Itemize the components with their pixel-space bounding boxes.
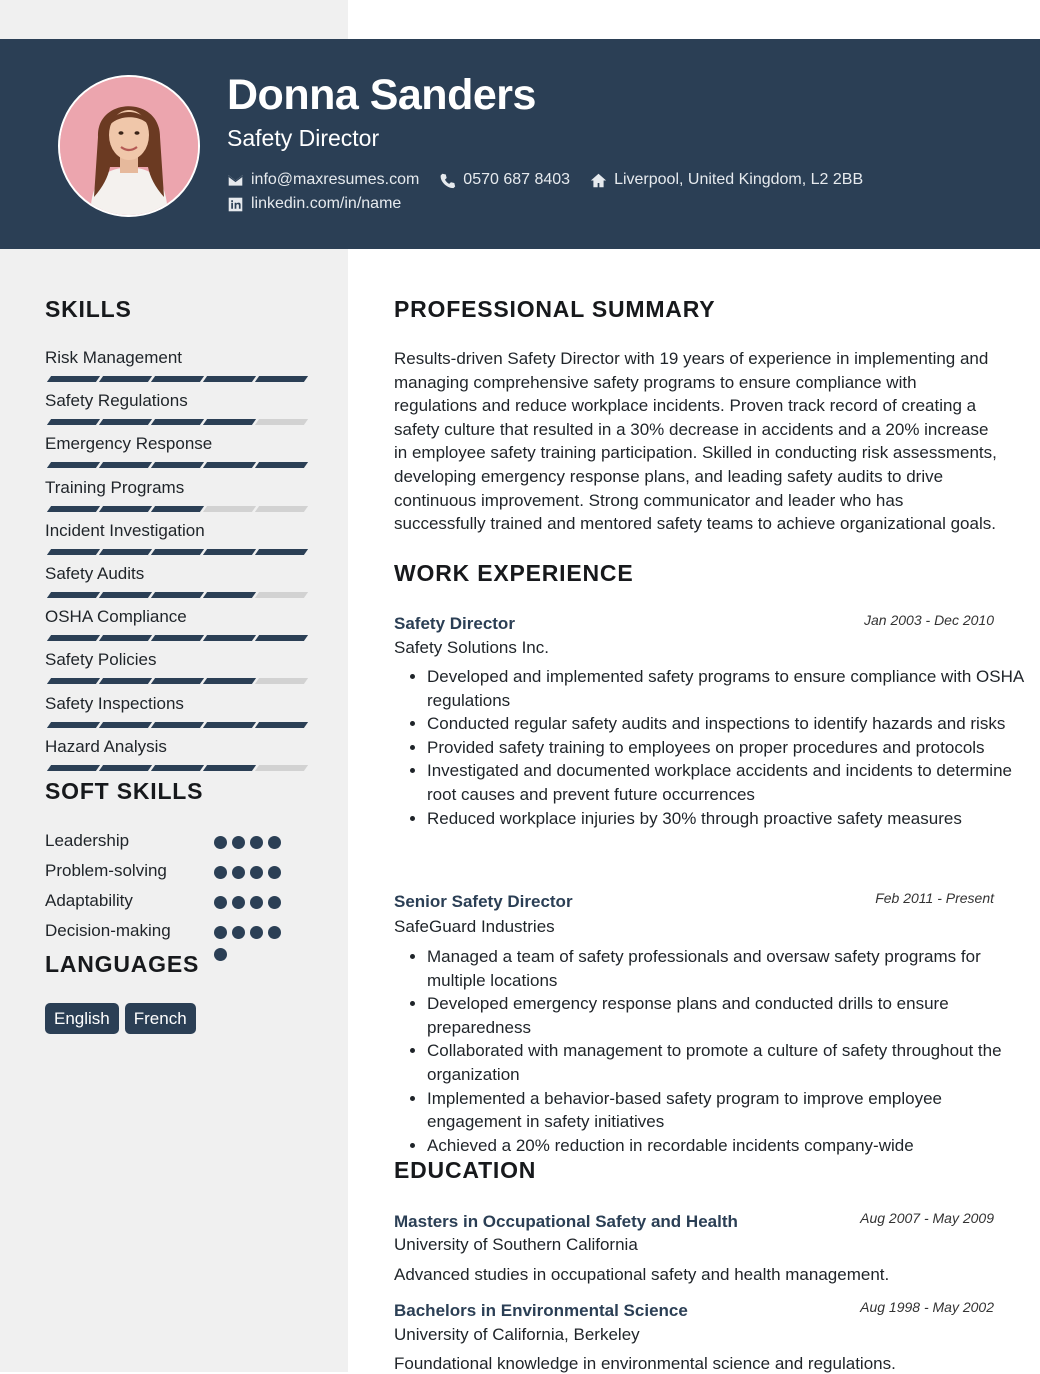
skill-level-segment (47, 678, 100, 684)
job-bullets (394, 665, 1037, 830)
skill-level-segment (151, 635, 204, 641)
languages-list (45, 1003, 202, 1034)
job-bullet: • Achieved a 20% reduction in recordable incidents company-wide (427, 1134, 1037, 1158)
skill-level-bar (45, 506, 305, 512)
soft-skill-dot (214, 896, 227, 909)
skill-name: Training Programs (45, 477, 185, 497)
skill-level-segment (203, 506, 256, 512)
skill-level-segment (255, 635, 308, 641)
job-bullet: • Collaborated with management to promote a culture of safety throughout the organization (427, 1039, 1037, 1086)
skill-level-bar (45, 549, 305, 555)
soft-skill-dot (268, 926, 281, 939)
education-heading: EDUCATION (394, 1157, 537, 1183)
skill-level-segment (203, 765, 256, 771)
job-company: SafeGuard Industries (394, 917, 555, 936)
contact-email[interactable] (227, 171, 419, 189)
experience-heading: WORK EXPERIENCE (394, 560, 634, 586)
phone-text: 0570 687 8403 (463, 171, 571, 188)
skill-level-segment (99, 765, 152, 771)
contact-linkedin[interactable] (227, 195, 401, 213)
skill-level-segment (151, 506, 204, 512)
skill-level-segment (151, 592, 204, 598)
skill-level-segment (47, 549, 100, 555)
job-bullet: • Investigated and documented workplace accidents and incidents to determine root causes and prevent future occurrences (427, 759, 1037, 806)
skill-level-segment (203, 678, 256, 684)
degree-description: Foundational knowledge in environmental science and regulations. (394, 1354, 896, 1373)
skill-level-bar (45, 462, 305, 468)
skill-level-segment (151, 722, 204, 728)
soft-skill-dot (250, 896, 263, 909)
skill-level-segment (99, 376, 152, 382)
skill-level-segment (99, 462, 152, 468)
skill-level-segment (203, 462, 256, 468)
skill-level-segment (203, 419, 256, 425)
degree-title: Bachelors in Environmental Science (394, 1301, 688, 1320)
summary-heading: PROFESSIONAL SUMMARY (394, 296, 716, 322)
soft-skills-heading: SOFT SKILLS (45, 778, 204, 804)
soft-skill-name: Adaptability (45, 891, 133, 910)
soft-skill-dot (214, 926, 227, 939)
job-bullet: • Provided safety training to employees on proper procedures and protocols (427, 736, 1037, 760)
linkedin-icon (227, 196, 244, 213)
soft-skill-dot (232, 896, 245, 909)
skill-level-segment (99, 722, 152, 728)
address-text: Liverpool, United Kingdom, L2 2BB (614, 171, 864, 188)
soft-skill-dot (250, 926, 263, 939)
skill-level-segment (47, 506, 100, 512)
skill-level-segment (47, 635, 100, 641)
skill-name: Safety Inspections (45, 693, 184, 713)
skill-level-segment (255, 419, 308, 425)
skills-heading: SKILLS (45, 296, 132, 322)
job-bullets (394, 945, 1037, 1157)
skill-level-segment (47, 722, 100, 728)
skill-level-bar (45, 635, 305, 641)
home-icon (590, 172, 607, 189)
soft-skill-dot (268, 836, 281, 849)
skill-level-segment (255, 722, 308, 728)
skill-level-segment (255, 765, 308, 771)
linkedin-text: linkedin.com/in/name (251, 195, 402, 212)
skill-name: Safety Regulations (45, 391, 188, 411)
soft-skill-dot (250, 866, 263, 879)
skill-name: OSHA Compliance (45, 607, 187, 627)
degree-title: Masters in Occupational Safety and Health (394, 1212, 738, 1231)
languages-heading: LANGUAGES (45, 951, 200, 977)
skill-level-segment (47, 462, 100, 468)
skill-level-segment (47, 765, 100, 771)
candidate-title: Safety Director (227, 125, 380, 151)
soft-skill-dot (214, 866, 227, 879)
contact-info (227, 168, 883, 216)
resume-header (0, 39, 1040, 249)
skill-level-segment (151, 765, 204, 771)
degree-date: Aug 2007 - May 2009 (860, 1210, 994, 1226)
soft-skill-name: Decision-making (45, 921, 171, 940)
skill-level-segment (151, 549, 204, 555)
skill-name: Emergency Response (45, 434, 213, 454)
skill-level-segment (203, 635, 256, 641)
email-text: info@maxresumes.com (251, 171, 420, 188)
soft-skill-name: Leadership (45, 831, 130, 850)
job-bullet: • Developed and implemented safety programs to ensure compliance with OSHA regulations (427, 665, 1037, 712)
soft-skill-dot (268, 866, 281, 879)
skill-level-segment (151, 419, 204, 425)
school-name: University of Southern California (394, 1235, 638, 1254)
soft-skill-dot (268, 896, 281, 909)
skill-name: Risk Management (45, 348, 183, 367)
skill-level-segment (99, 506, 152, 512)
skill-name: Safety Policies (45, 650, 157, 670)
skill-level-segment (255, 592, 308, 598)
soft-skill-dot (232, 866, 245, 879)
skill-level-segment (151, 678, 204, 684)
job-bullet: • Implemented a behavior-based safety program to improve employee engagement in safety initiatives (427, 1087, 1037, 1134)
avatar (58, 75, 200, 217)
contact-address (590, 171, 863, 189)
degree-date: Aug 1998 - May 2002 (860, 1299, 994, 1315)
skill-level-segment (255, 678, 308, 684)
skill-level-segment (99, 592, 152, 598)
skill-level-segment (203, 592, 256, 598)
skill-level-segment (99, 635, 152, 641)
language-tag: English (45, 1003, 119, 1034)
job-bullet: • Reduced workplace injuries by 30% through proactive safety measures (427, 807, 1037, 831)
soft-skill-dot (232, 836, 245, 849)
skill-level-segment (99, 419, 152, 425)
school-name: University of California, Berkeley (394, 1325, 640, 1344)
job-bullet: • Conducted regular safety audits and inspections to identify hazards and risks (427, 712, 1037, 736)
skill-level-bar (45, 765, 305, 771)
job-bullet: • Managed a team of safety professionals and oversaw safety programs for multiple locations (427, 945, 1037, 992)
job-title: Senior Safety Director (394, 892, 573, 911)
job-date: Jan 2003 - Dec 2010 (864, 612, 994, 628)
language-tag: French (125, 1003, 196, 1034)
skill-level-bar (45, 376, 305, 382)
job-title: Safety Director (394, 614, 515, 633)
skill-level-segment (151, 462, 204, 468)
skill-name: Hazard Analysis (45, 736, 167, 756)
skill-level-segment (255, 376, 308, 382)
summary-text: Results-driven Safety Director with 19 years of experience in implementing and managing comprehensive safety programs to ensure compliance with regulations and reduce workplace incidents. Proven track record of creating a safety culture that resulted in a 30% decrease in accidents and a 20% increase in employee safety training participation. Skilled in conducting risk assessments, developing emergency response plans, and leading safety audits to drive continuous improvement. Strong communicator and leader who has successfully trained and mentored safety teams to achieve organizational goals. (394, 349, 997, 534)
job-date: Feb 2011 - Present (875, 890, 994, 906)
job-bullet: • Developed emergency response plans and conducted drills to ensure preparedness (427, 992, 1037, 1039)
skill-level-segment (47, 376, 100, 382)
skill-name: Incident Investigation (45, 520, 205, 540)
candidate-name: Donna Sanders (227, 71, 536, 119)
soft-skill-dot (232, 926, 245, 939)
soft-skill-dot (250, 836, 263, 849)
soft-skill-dot (214, 836, 227, 849)
skill-name: Safety Audits (45, 564, 145, 583)
soft-skill-name: Problem-solving (45, 861, 167, 880)
skill-level-segment (203, 549, 256, 555)
degree-description: Advanced studies in occupational safety and health management. (394, 1265, 890, 1284)
skill-level-bar (45, 419, 305, 425)
skill-level-bar (45, 722, 305, 728)
skill-level-segment (255, 506, 308, 512)
skill-level-segment (47, 592, 100, 598)
skill-level-segment (47, 419, 100, 425)
phone-icon (439, 172, 456, 189)
soft-skill-dot-extra (214, 948, 227, 961)
skill-level-segment (203, 376, 256, 382)
skill-level-bar (45, 592, 305, 598)
envelope-icon (227, 172, 244, 189)
avatar-portrait (60, 77, 198, 215)
skill-level-bar (45, 678, 305, 684)
job-company: Safety Solutions Inc. (394, 638, 549, 657)
contact-phone[interactable] (439, 171, 570, 189)
skill-level-segment (255, 549, 308, 555)
skill-level-segment (203, 722, 256, 728)
skill-level-segment (99, 549, 152, 555)
skill-level-segment (151, 376, 204, 382)
skill-level-segment (99, 678, 152, 684)
skill-level-segment (255, 462, 308, 468)
